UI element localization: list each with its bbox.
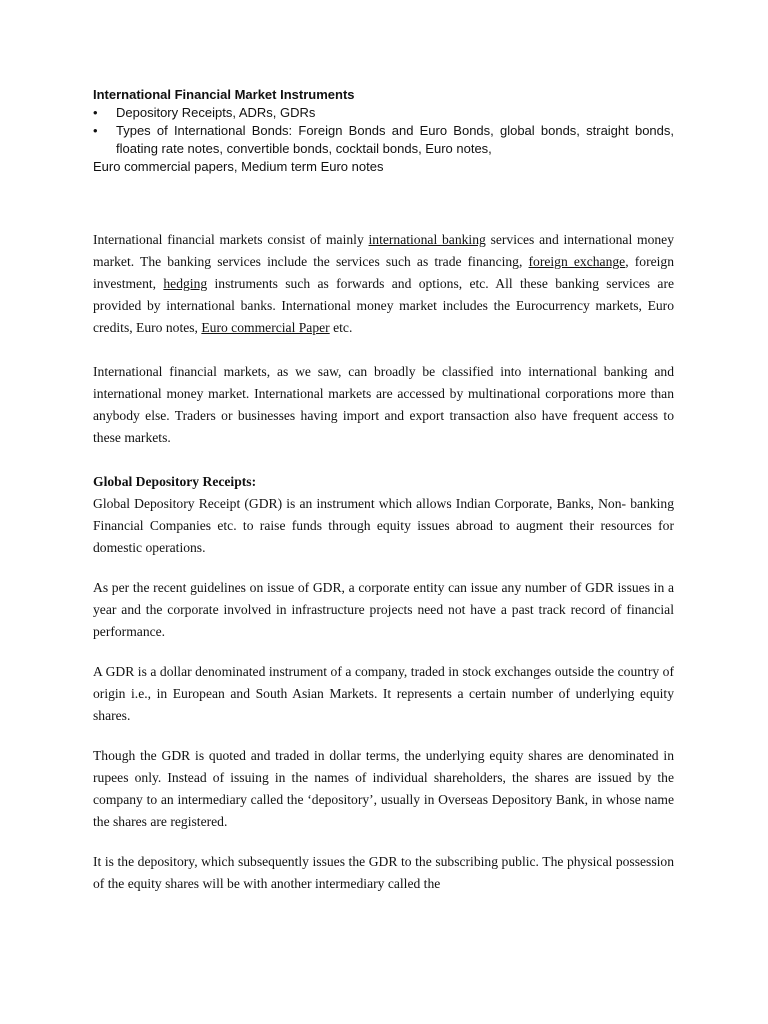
bullet-dot-icon: • [93,123,98,138]
spacer [93,449,674,471]
bullet-continuation: Euro commercial papers, Medium term Euro notes [93,159,384,174]
classification-paragraph: International financial markets, as we saw, can broadly be classified into international banking and international money market. International markets are accessed by multinational corporations more than anybody else. Traders or businesses having import and export transaction also have frequent access to these markets. [93,364,674,445]
gdr-paragraph: Global Depository Receipt (GDR) is an instrument which allows Indian Corporate, Banks, Non- banking Financial Companies etc. to raise funds through equity issues abroad to augment their resources for domestic operations. [93,496,674,555]
spacer [93,833,674,851]
gdr-paragraph: Though the GDR is quoted and traded in dollar terms, the underlying equity shares are denominated in rupees only. Instead of issuing in the names of individual shareholders, the shares are issued by the company to an intermediary called the ‘depository’, usually in Overseas Depository Bank, in whose name the shares are registered. [93,748,674,829]
spacer [93,727,674,745]
bullet-item [93,104,674,122]
bullet-item [93,122,674,158]
link-hedging[interactable]: hedging [163,276,208,291]
gdr-paragraph: A GDR is a dollar denominated instrument of a company, traded in stock exchanges outside the country of origin i.e., in European and South Asian Markets. It represents a certain number of underlying equity shares. [93,664,674,723]
para-text: services and international money market. The banking services include the services such as trade financing, [93,232,674,269]
para-text: instruments such as forwards and options, etc. All these banking services are provided by international banks. International money market includes the Eurocurrency markets, Euro credits, Euro notes, [93,276,674,335]
para-text: , foreign investment, [93,254,674,291]
spacer [93,643,674,661]
bullet-text: Types of International Bonds: Foreign Bonds and Euro Bonds, global bonds, straight bonds, floating rate notes, convertible bonds, cocktail bonds, Euro notes, [116,123,674,156]
spacer [93,559,674,577]
link-foreign-exchange[interactable]: foreign exchange [528,254,626,269]
document-title: International Financial Market Instruments [93,87,355,102]
spacer [93,176,674,229]
bullet-text: Depository Receipts, ADRs, GDRs [116,105,316,120]
gdr-paragraph: As per the recent guidelines on issue of GDR, a corporate entity can issue any number of GDR issues in a year and the corporate involved in infrastructure projects need not have a past track record of financial performance. [93,580,674,639]
link-international-banking[interactable]: international banking [368,232,486,247]
intro-paragraph [93,229,674,339]
link-euro-commercial-paper[interactable]: Euro commercial Paper [201,320,330,335]
para-text: etc. [329,320,353,335]
section-heading: Global Depository Receipts: [93,474,257,489]
bullet-dot-icon: • [93,105,98,120]
document-body [93,86,674,895]
gdr-paragraph: It is the depository, which subsequently issues the GDR to the subscribing public. The physical possession of the equity shares will be with another intermediary called the [93,854,674,891]
spacer [93,339,674,361]
instrument-bullet-list [93,104,674,158]
para-text: International financial markets consist of mainly [93,232,369,247]
